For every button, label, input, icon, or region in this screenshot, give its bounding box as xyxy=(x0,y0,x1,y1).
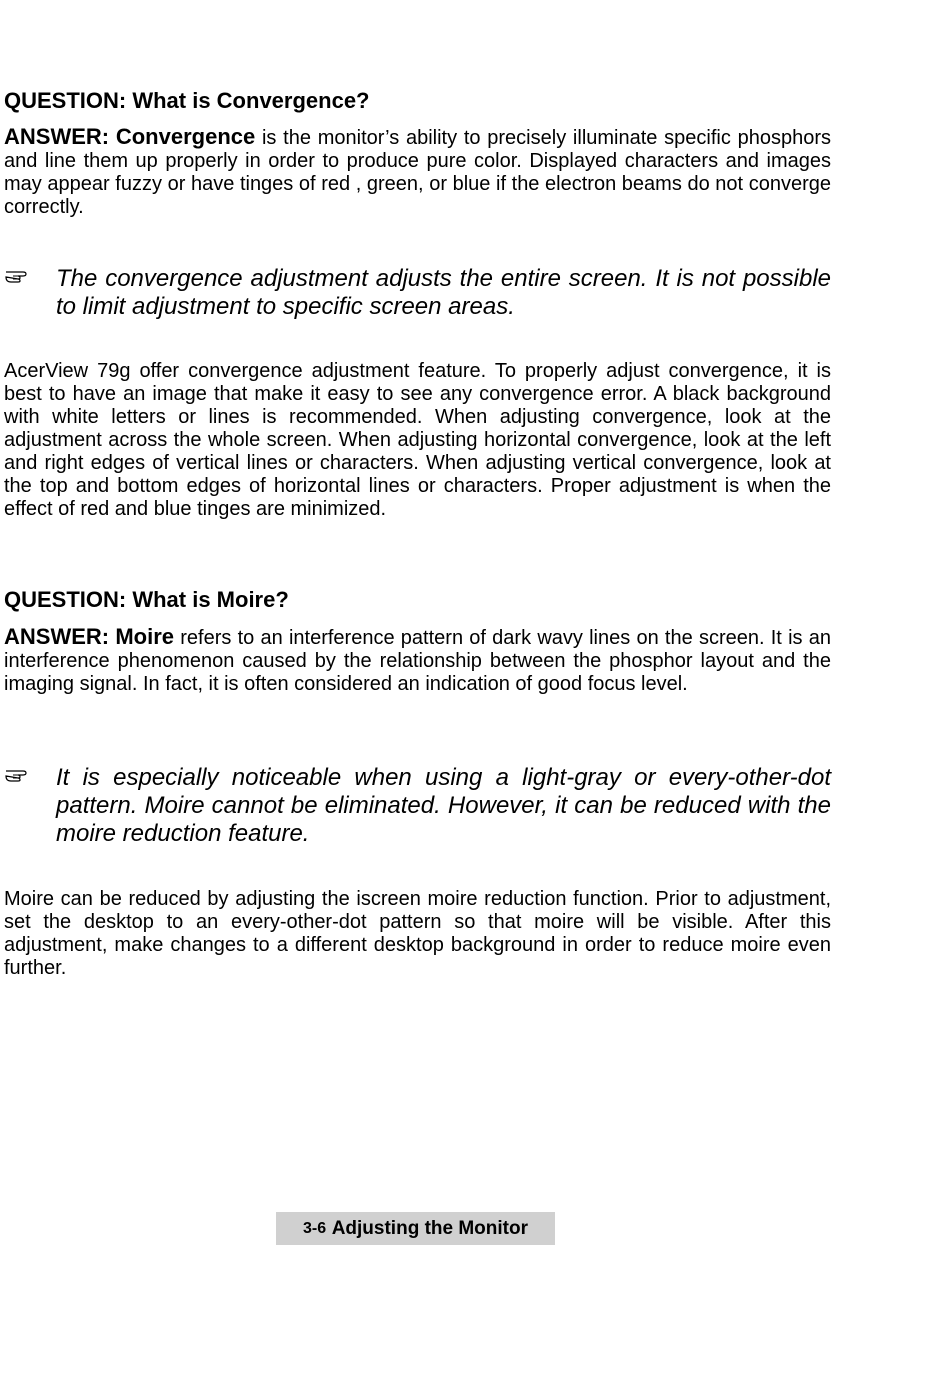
convergence-paragraph xyxy=(4,360,831,521)
answer-label: ANSWER: xyxy=(4,624,110,649)
question-heading: QUESTION: What is Convergence? xyxy=(4,88,370,113)
note-text: The convergence adjustment adjusts the entire screen. It is not possible to limit adjustment to specific screen areas. xyxy=(56,265,831,320)
answer-paragraph xyxy=(4,625,831,696)
answer-moire xyxy=(4,625,831,696)
moire-paragraph xyxy=(4,888,831,980)
answer-term: Moire xyxy=(115,624,175,649)
answer-convergence xyxy=(4,125,831,219)
answer-paragraph xyxy=(4,125,831,219)
pointing-hand-icon xyxy=(4,265,32,285)
answer-label: ANSWER: xyxy=(4,124,110,149)
answer-term: Convergence xyxy=(115,124,256,149)
question-convergence xyxy=(4,88,831,114)
question-moire xyxy=(4,587,831,613)
answer-body: is the monitor’s ability to precisely illuminate specific phosphors and line them up properly in order to produce pure color. Displayed characters and images may appear fuzzy or have tinges of red , green, or blue if the electron beams do not converge correctly. xyxy=(4,127,831,218)
pointing-hand-icon xyxy=(4,764,32,784)
body-paragraph: Moire can be reduced by adjusting the iscreen moire reduction function. Prior to adjustment, set the desktop to an every-other-dot pattern so that moire will be visible. After this adjustment, make changes to a different desktop background in order to reduce moire even further. xyxy=(4,888,831,979)
page-footer xyxy=(276,1212,555,1245)
note-text: It is especially noticeable when using a light-gray or every-other-dot pattern. Moire cannot be eliminated. However, it can be reduced with the moire reduction feature. xyxy=(56,764,831,847)
footer-title: Adjusting the Monitor xyxy=(327,1217,528,1239)
page-number: 3-6 xyxy=(303,1219,327,1237)
body-paragraph: AcerView 79g offer convergence adjustment feature. To properly adjust convergence, it is best to have an image that make it easy to see any convergence error. A black background with white letters or lines is recommended. When adjusting convergence, look at the adjustment across the whole screen. When adjusting horizontal convergence, look at the left and right edges of vertical lines or characters. When adjusting vertical convergence, look at the top and bottom edges of horizontal lines or characters. Proper adjustment is when the effect of red and blue tinges are minimized. xyxy=(4,360,831,520)
answer-body: refers to an interference pattern of dark wavy lines on the screen. It is an interference phenomenon caused by the relationship between the phosphor layout and the imaging signal. In fact, it is often considered an indication of good focus level. xyxy=(4,627,831,695)
question-heading: QUESTION: What is Moire? xyxy=(4,587,289,612)
